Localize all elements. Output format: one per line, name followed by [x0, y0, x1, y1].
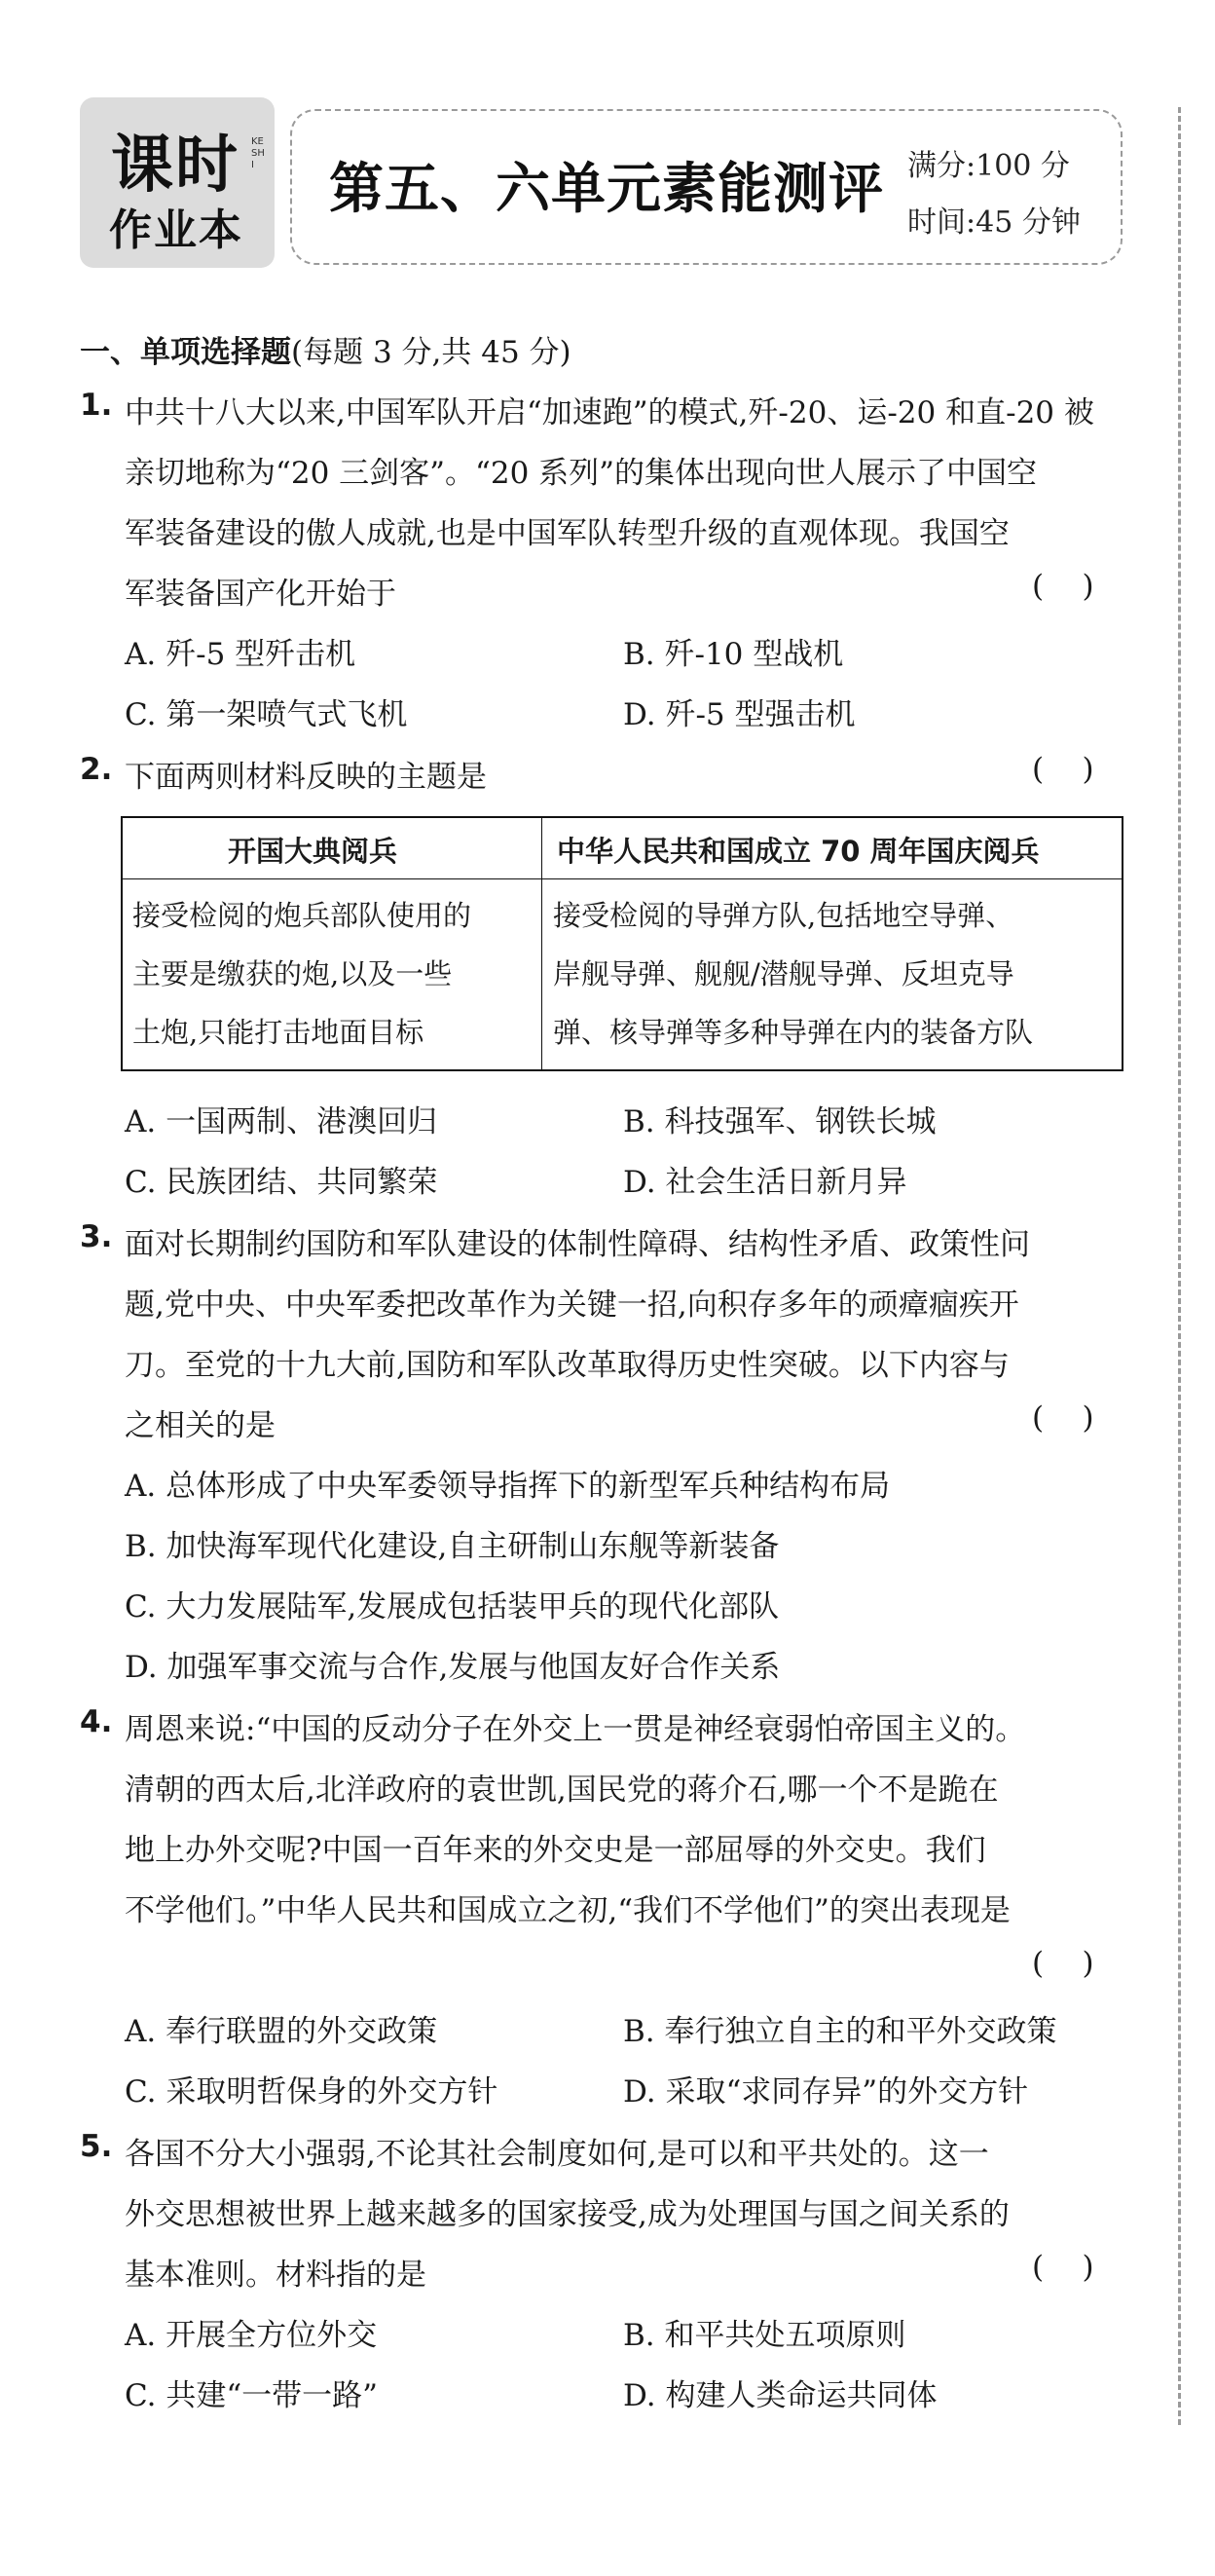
option-c[interactable]: C. 民族团结、共同繁荣	[125, 1165, 438, 1200]
question-4-line: 清朝的西太后,北洋政府的袁世凯,国民党的蒋介石,哪一个不是跪在	[125, 1773, 999, 1808]
option-d[interactable]: D. 采取“求同存异”的外交方针	[623, 2074, 1029, 2109]
option-b[interactable]: B. 和平共处五项原则	[623, 2318, 906, 2353]
option-a[interactable]: A. 开展全方位外交	[125, 2318, 378, 2353]
table-header-divider	[123, 878, 1122, 879]
answer-blank[interactable]: ( )	[1032, 1946, 1094, 1981]
question-4-line: 地上办外交呢?中国一百年来的外交史是一部屈辱的外交史。我们	[125, 1833, 986, 1868]
question-3-number: 3.	[80, 1219, 113, 1254]
logo-text-line2: 作业本	[109, 205, 243, 255]
option-a[interactable]: A. 歼-5 型歼击机	[125, 637, 356, 672]
question-3-line: 之相关的是	[125, 1408, 276, 1443]
question-4-number: 4.	[80, 1704, 113, 1739]
section-heading	[80, 327, 571, 371]
question-1-line: 亲切地称为“20 三剑客”。“20 系列”的集体出现向世人展示了中国空	[125, 456, 1037, 491]
option-b[interactable]: B. 奉行独立自主的和平外交政策	[623, 2014, 1057, 2049]
option-c[interactable]: C. 采取明哲保身的外交方针	[125, 2074, 498, 2109]
brand-logo	[80, 97, 275, 268]
question-1-line: 中共十八大以来,中国军队开启“加速跑”的模式,歼-20、运-20 和直-20 被	[125, 395, 1094, 430]
table-cell-line: 接受检阅的炮兵部队使用的	[132, 899, 472, 932]
option-b[interactable]: B. 加快海军现代化建设,自主研制山东舰等新装备	[125, 1529, 780, 1564]
question-5-line: 各国不分大小强弱,不论其社会制度如何,是可以和平共处的。这一	[125, 2137, 989, 2172]
table-cell-line: 岸舰导弹、舰舰/潜舰导弹、反坦克导	[553, 957, 1014, 990]
option-c[interactable]: C. 大力发展陆军,发展成包括装甲兵的现代化部队	[125, 1589, 780, 1624]
table-column-divider	[541, 818, 542, 1069]
section-title: 一、单项选择题	[80, 335, 291, 370]
table-header-right: 中华人民共和国成立 70 周年国庆阅兵	[557, 835, 1040, 868]
table-cell-left	[132, 886, 471, 1062]
question-1-line: 军装备建设的傲人成就,也是中国军队转型升级的直观体现。我国空	[125, 516, 1010, 551]
table-cell-line: 弹、核导弹等多种导弹在内的装备方队	[553, 1016, 1034, 1049]
option-b[interactable]: B. 歼-10 型战机	[623, 637, 844, 672]
question-3-line: 刀。至党的十九大前,国防和军队改革取得历史性突破。以下内容与	[125, 1348, 1010, 1383]
table-header-left: 开国大典阅兵	[228, 835, 398, 868]
answer-blank[interactable]: ( )	[1032, 752, 1094, 787]
section-note: (每题 3 分,共 45 分)	[291, 335, 571, 370]
page-title: 第五、六单元素能测评	[329, 158, 884, 221]
question-4-line: 周恩来说:“中国的反动分子在外交上一贯是神经衰弱怕帝国主义的。	[125, 1712, 1026, 1747]
logo-small-text: KESHI	[251, 136, 265, 170]
option-d[interactable]: D. 加强军事交流与合作,发展与他国友好合作关系	[125, 1650, 781, 1685]
time-limit-label: 时间:45 分钟	[907, 205, 1081, 240]
option-a[interactable]: A. 奉行联盟的外交政策	[125, 2014, 438, 2049]
logo-text-line1: 课时	[111, 130, 239, 202]
question-5-line: 外交思想被世界上越来越多的国家接受,成为处理国与国之间关系的	[125, 2197, 1010, 2232]
option-d[interactable]: D. 构建人类命运共同体	[623, 2378, 938, 2413]
option-c[interactable]: C. 第一架喷气式飞机	[125, 697, 408, 732]
answer-blank[interactable]: ( )	[1032, 569, 1094, 604]
option-a[interactable]: A. 一国两制、港澳回归	[125, 1104, 438, 1139]
option-d[interactable]: D. 歼-5 型强击机	[623, 697, 856, 732]
question-1-line: 军装备国产化开始于	[125, 577, 396, 612]
full-score-label: 满分:100 分	[907, 149, 1070, 183]
option-a[interactable]: A. 总体形成了中央军委领导指挥下的新型军兵种结构布局	[125, 1469, 891, 1504]
option-d[interactable]: D. 社会生活日新月异	[623, 1165, 907, 1200]
question-4-line: 不学他们。”中华人民共和国成立之初,“我们不学他们”的突出表现是	[125, 1893, 1011, 1928]
table-cell-line: 接受检阅的导弹方队,包括地空导弹、	[553, 899, 1014, 932]
option-b[interactable]: B. 科技强军、钢铁长城	[623, 1104, 937, 1139]
comparison-table	[121, 816, 1123, 1071]
question-2-number: 2.	[80, 752, 113, 787]
table-cell-line: 主要是缴获的炮,以及一些	[132, 957, 453, 990]
question-5-line: 基本准则。材料指的是	[125, 2258, 426, 2293]
question-5-number: 5.	[80, 2129, 113, 2164]
option-c[interactable]: C. 共建“一带一路”	[125, 2378, 379, 2413]
table-cell-right	[553, 886, 1033, 1062]
question-1-number: 1.	[80, 388, 113, 423]
question-3-line: 面对长期制约国防和军队建设的体制性障碍、结构性矛盾、政策性问	[125, 1227, 1030, 1262]
page-edge-dashed-rule	[1178, 107, 1181, 2425]
question-3-line: 题,党中央、中央军委把改革作为关键一招,向积存多年的顽瘴痼疾开	[125, 1288, 1019, 1323]
answer-blank[interactable]: ( )	[1032, 2250, 1094, 2285]
answer-blank[interactable]: ( )	[1032, 1400, 1094, 1436]
question-2-line: 下面两则材料反映的主题是	[125, 760, 487, 795]
table-cell-line: 土炮,只能打击地面目标	[132, 1016, 424, 1049]
